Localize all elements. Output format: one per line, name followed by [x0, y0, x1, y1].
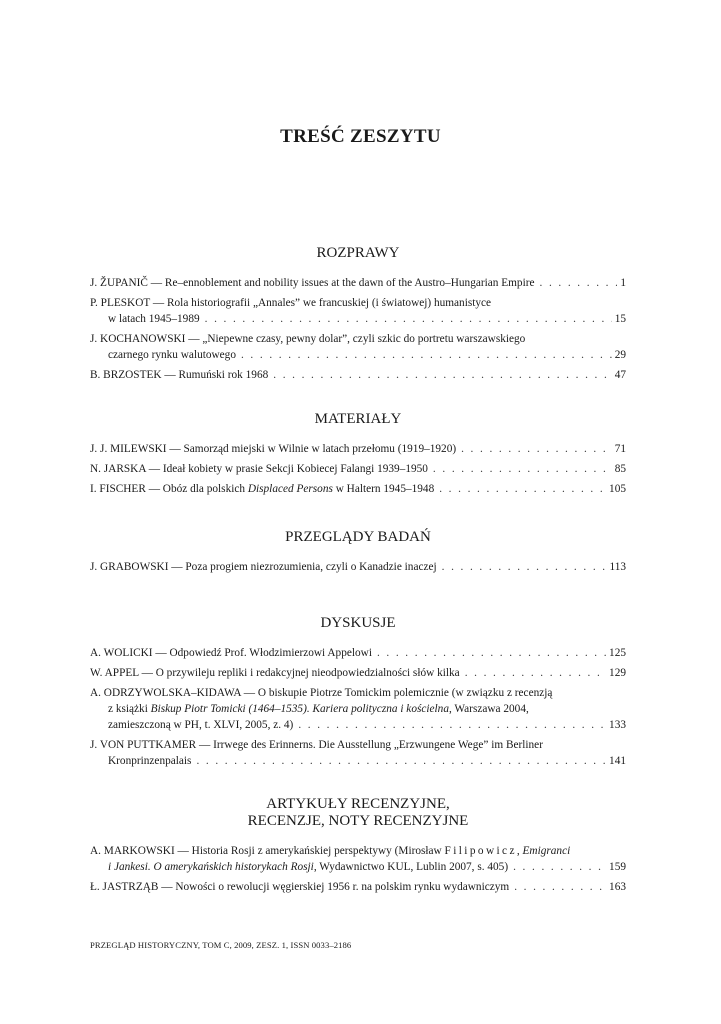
entry-list	[90, 441, 626, 497]
entry-line	[90, 737, 626, 753]
toc-entry	[90, 275, 626, 291]
entry-line	[90, 665, 626, 681]
entry-line	[90, 717, 626, 733]
section-przeglady-badan	[90, 529, 626, 579]
entry-line	[90, 275, 626, 291]
dot-leader	[514, 879, 606, 895]
entry-line	[90, 331, 626, 347]
toc-entry	[90, 295, 626, 327]
entry-text-part: Kronprinzenpalais	[108, 755, 192, 767]
entry-text	[90, 559, 437, 575]
dot-leader	[196, 753, 606, 769]
page-number: 47	[614, 369, 626, 381]
entry-text	[108, 311, 200, 327]
page-number: 29	[614, 349, 626, 361]
entry-text-part: Ł. JASTRZĄB — Nowości o rewolucji węgierskiej 1956 r. na polskim rynku wydawniczym	[90, 881, 510, 893]
dot-leader	[439, 481, 606, 497]
entry-text-part: J. J. MILEWSKI — Samorząd miejski w Wilnie w latach przełomu (1919–1920)	[90, 443, 457, 455]
entry-line	[90, 441, 626, 457]
entry-text	[90, 645, 372, 661]
dot-leader	[377, 645, 606, 661]
entry-text-part: J. ŽUPANIČ — Re–ennoblement and nobility issues at the dawn of the Austro–Hungarian Empire	[90, 277, 535, 289]
journal-footer: PRZEGLĄD HISTORYCZNY, TOM C, 2009, ZESZ. 1, ISSN 0033–2186	[90, 940, 352, 950]
entry-text	[108, 717, 293, 733]
entry-text	[90, 441, 456, 457]
section-heading: MATERIAŁY	[314, 411, 402, 427]
page-number: 125	[609, 647, 626, 659]
toc-entry	[90, 461, 626, 477]
entry-text	[90, 295, 491, 311]
page-number: 71	[614, 443, 626, 455]
italic-title-text: Emigranci	[522, 845, 571, 857]
dot-leader	[442, 559, 607, 575]
entry-line	[90, 295, 626, 311]
entry-text-part: I. FISCHER — Obóz dla polskich	[90, 483, 248, 495]
page-number: 159	[609, 861, 626, 873]
entry-line	[90, 367, 626, 383]
entry-line	[90, 879, 626, 895]
entry-text-part: N. JARSKA — Ideał kobiety w prasie Sekcji Kobiecej Falangi 1939–1950	[90, 463, 428, 475]
page-number: 141	[609, 755, 626, 767]
toc-entry	[90, 843, 626, 875]
entry-text	[90, 367, 268, 383]
dot-leader	[298, 717, 606, 733]
dot-leader	[273, 367, 611, 383]
entry-line	[90, 461, 626, 477]
entry-text	[90, 843, 570, 859]
section-heading: DYSKUSJE	[320, 615, 396, 631]
entry-text-part: J. GRABOWSKI — Poza progiem niezrozumienia, czyli o Kanadzie inaczej	[90, 561, 437, 573]
section-artykuly-recenzyjne	[90, 796, 626, 899]
entry-list	[90, 843, 626, 895]
entry-text-part: z książki	[108, 703, 151, 715]
dot-leader	[461, 441, 612, 457]
entry-text	[108, 753, 191, 769]
dot-leader	[513, 859, 606, 875]
toc-entry	[90, 645, 626, 661]
entry-text-part: , Wydawnictwo KUL, Lublin 2007, s. 405)	[313, 861, 509, 873]
dot-leader	[433, 461, 612, 477]
entry-text	[90, 461, 428, 477]
toc-entry	[90, 685, 626, 733]
entry-text	[90, 481, 434, 497]
entry-text-part: czarnego rynku walutowego	[108, 349, 236, 361]
section-heading-line: ARTYKUŁY RECENZYJNE,	[266, 796, 450, 812]
entry-text	[90, 879, 509, 895]
entry-text	[90, 331, 525, 347]
entry-text-part: A. ODRZYWOLSKA–KIDAWA — O biskupie Piotrze Tomickim polemicznie (w związku z recenzją	[90, 687, 553, 699]
toc-entry	[90, 481, 626, 497]
entry-line	[90, 347, 626, 363]
section-heading: ROZPRAWY	[316, 245, 400, 261]
section-heading-line: RECENZJE, NOTY RECENZYJNE	[247, 813, 469, 829]
page-number: 105	[609, 483, 626, 495]
entry-line	[90, 481, 626, 497]
entry-list	[90, 559, 626, 575]
page-number: 15	[614, 313, 626, 325]
entry-line	[90, 311, 626, 327]
entry-line	[90, 559, 626, 575]
entry-text	[90, 665, 460, 681]
page-number: 129	[609, 667, 626, 679]
entry-line	[90, 685, 626, 701]
entry-list	[90, 645, 626, 769]
dot-leader	[205, 311, 612, 327]
entry-text-part: ,	[516, 845, 523, 857]
entry-text-part: zamieszczoną w PH, t. XLVI, 2005, z. 4)	[108, 719, 294, 731]
dot-leader	[241, 347, 612, 363]
entry-text	[108, 859, 508, 875]
toc-entry	[90, 367, 626, 383]
toc-entry	[90, 737, 626, 769]
page-number: 1	[620, 277, 626, 289]
section-rozprawy	[90, 245, 626, 387]
entry-line	[90, 753, 626, 769]
dot-leader	[465, 665, 606, 681]
toc-entry	[90, 665, 626, 681]
entry-text-part: w Haltern 1945–1948	[332, 483, 435, 495]
entry-list	[90, 275, 626, 383]
entry-text	[108, 347, 236, 363]
toc-entry	[90, 559, 626, 575]
entry-line	[90, 645, 626, 661]
entry-text-part: P. PLESKOT — Rola historiografii „Annales” we francuskiej (i światowej) humanistyce	[90, 297, 492, 309]
toc-entry	[90, 331, 626, 363]
dot-leader	[540, 275, 618, 291]
entry-text-part: , Warszawa 2004,	[448, 703, 529, 715]
entry-text	[90, 275, 535, 291]
entry-text-part: B. BRZOSTEK — Rumuński rok 1968	[90, 369, 269, 381]
page-number: 133	[609, 719, 626, 731]
entry-text-part: J. VON PUTTKAMER — Irrwege des Erinnerns. Die Ausstellung „Erzwungene Wege” im Berliner	[90, 739, 543, 751]
entry-text	[90, 685, 552, 701]
entry-text-part: w latach 1945–1989	[108, 313, 200, 325]
italic-title-text: Displaced Persons	[247, 483, 333, 495]
entry-text-part: J. KOCHANOWSKI — „Niepewne czasy, pewny dolar”, czyli szkic do portretu warszawskiego	[90, 333, 526, 345]
entry-text-part: W. APPEL — O przywileju repliki i redakcyjnej nieodpowiedzialności słów kilka	[90, 667, 460, 679]
page-title: TREŚĆ ZESZYTU	[280, 126, 441, 147]
page-number: 163	[609, 881, 626, 893]
entry-text-part: A. WOLICKI — Odpowiedź Prof. Włodzimierzowi Appelowi	[90, 647, 372, 659]
toc-entry	[90, 879, 626, 895]
toc-entry	[90, 441, 626, 457]
entry-text-part: Filipowicz	[444, 845, 517, 857]
section-heading	[90, 796, 626, 830]
entry-text	[90, 737, 543, 753]
page-number: 85	[614, 463, 626, 475]
entry-text-part: A. MARKOWSKI — Historia Rosji z amerykańskiej perspektywy (Mirosław	[90, 845, 445, 857]
entry-line	[90, 859, 626, 875]
italic-title-text: Biskup Piotr Tomicki (1464–1535). Kariera polityczna i kościelna	[150, 703, 449, 715]
section-dyskusje	[90, 615, 626, 773]
section-materialy	[90, 411, 626, 501]
entry-text	[108, 701, 529, 717]
entry-line	[90, 701, 626, 717]
page-number: 113	[609, 561, 626, 573]
section-heading: PRZEGLĄDY BADAŃ	[285, 529, 431, 545]
entry-line	[90, 843, 626, 859]
italic-title-text: i Jankesi. O amerykańskich historykach Rosji	[108, 861, 314, 873]
